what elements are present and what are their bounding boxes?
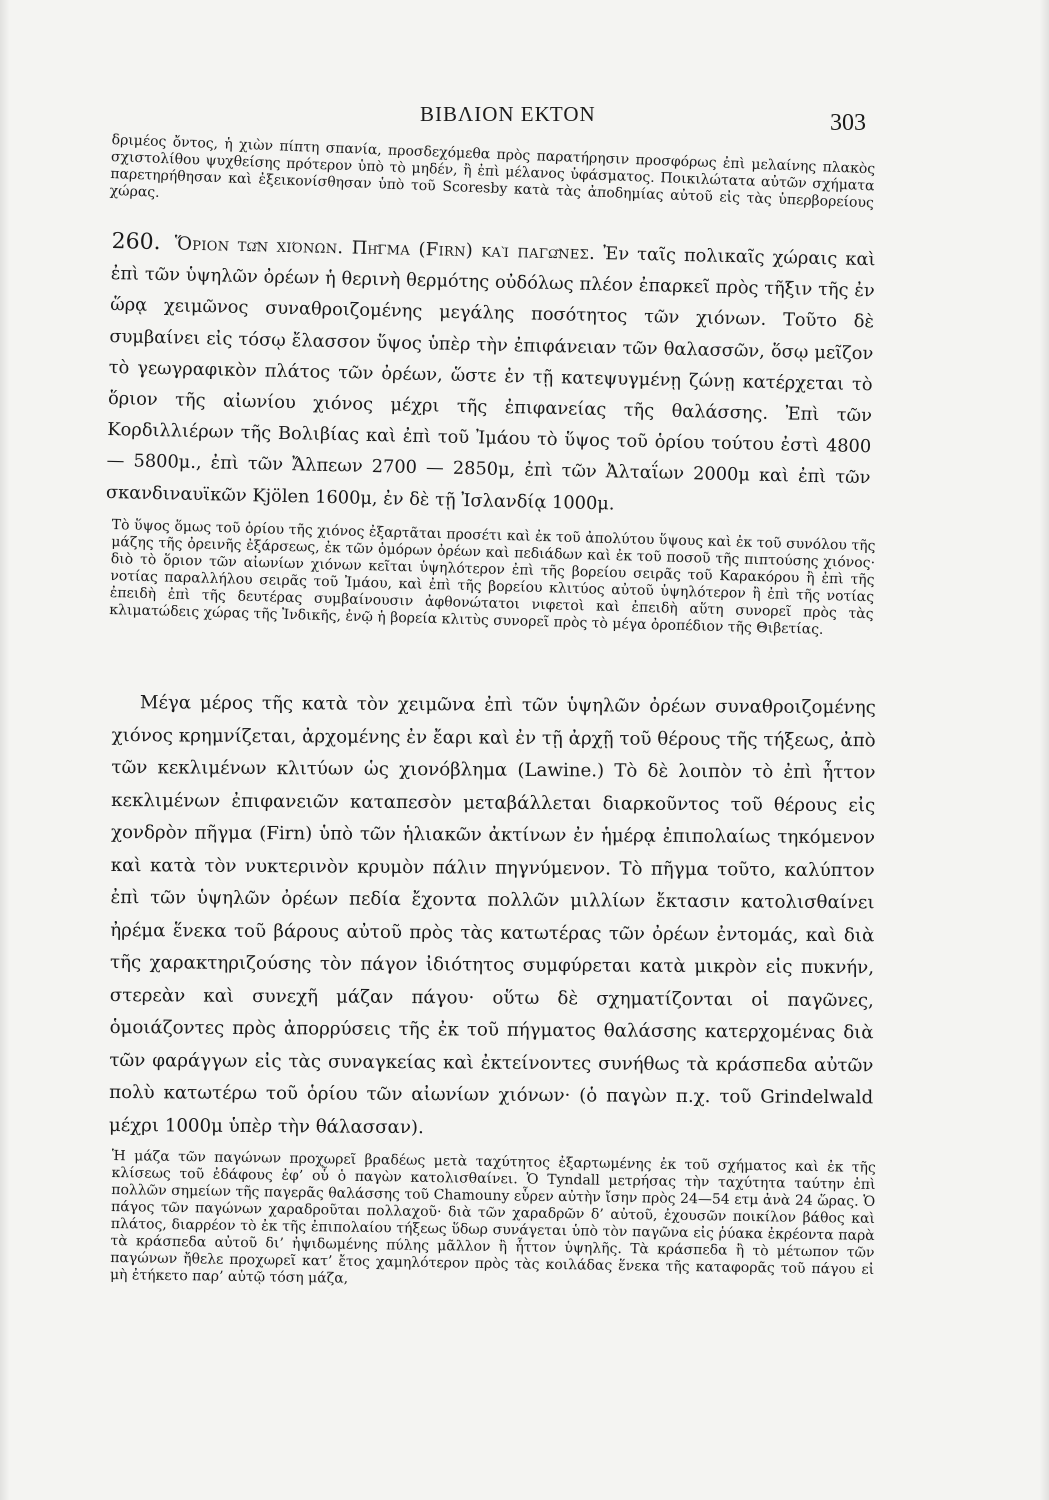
section-number: 260. xyxy=(111,228,161,256)
page-number: 303 xyxy=(830,110,866,136)
footnote-two: Ἡ μάζα τῶν παγώνων προχωρεῖ βραδέως μετὰ ταχύτητος ἐξαρτωμένης ἐκ τοῦ σχήματος καὶ ἐκ τῆς κλίσεως τοῦ ἐδάφους ἐφ’ οὗ ὁ παγὼν κατολισθαίνει. Ὁ Tyndall μετρήσας τὴν ταχύτητα ταύτην ἐπὶ πολλῶν σημείων τῆς παγερᾶς θαλάσσης τοῦ Chamouny εὗρεν αὐτὴν ἴσην πρὸς 24—54 ετμ ἀνὰ 24 ὥρας. Ὁ πάγος τῶν παγώνων χαραδροῦται πολλαχοῦ· διὰ τῶν χαραδρῶν δ’ αὐτοῦ, ἐχουσῶν ποικίλον βάθος καὶ πλάτος, διαρρέον τὸ ἐκ τῆς ἐπιπολαίου τήξεως ὕδωρ συνάγεται ὑπὸ τὸν παγῶνα εἰς ῥύακα ἐκρέοντα παρὰ τὰ κράσπεδα αὐτοῦ δι’ ἠψιδωμένης πύλης μᾶλλον ἢ ἧττον ὑψηλῆς. Τὰ κράσπεδα ἢ τὸ μέτωπον τῶν παγώνων ἤθελε προχωρεῖ κατ’ ἔτος χαμηλότερον πρὸς τὰς κοιλάδας ἕνεκα τῆς καταφορᾶς τοῦ πάγου εἰ μὴ ἐτήκετο παρ’ αὐτῷ τόση μάζα, xyxy=(109,1148,876,1287)
right-page-edge-shadow xyxy=(1039,0,1049,1500)
main-paragraph-two: Μέγα μέρος τῆς κατὰ τὸν χειμῶνα ἐπὶ τῶν ὑψηλῶν ὀρέων συναθροιζομένης χιόνος κρημνίζεται, ἀρχομένης ἐν ἔαρι καὶ ἐν τῇ ἀρχῇ τοῦ θέρους τῆς τήξεως, ἀπὸ τῶν κεκλιμένων κλιτύων ὡς χιονόβλημα (Lawine.) Τὸ δὲ λοιπὸν τὸ ἐπὶ ἧττον κεκλιμένων ἐπιφανειῶν καταπεσὸν μεταβάλλεται διαρκοῦντος τοῦ θέρους εἰς χονδρὸν πῆγμα (Firn) ὑπὸ τῶν ἡλιακῶν ἀκτίνων ἐν ἡμέρᾳ ἐπιπολαίως τηκόμενον καὶ κατὰ τὸν νυκτερινὸν κρυμὸν πάλιν πηγνύμενον. Τὸ πῆγμα τοῦτο, καλύπτον ἐπὶ τῶν ὑψηλῶν ὀρέων πεδία ἔχοντα πολλῶν μιλλίων ἔκτασιν κατολισθαίνει ἠρέμα ἕνεκα τοῦ βάρους αὐτοῦ πρὸς τὰς κατωτέρας τῶν ὀρέων ἐντομάς, καὶ διὰ τῆς χαρακτηριζούσης τὸν πάγον ἰδιότητος συμφύρεται κατὰ μικρὸν εἰς πυκνήν, στερεὰν καὶ συνεχῆ μάζαν πάγου· οὕτω δὲ σχηματίζονται οἱ παγῶνες, ὁμοιάζοντες πρὸς ἀπορρύσεις τῆς ἐκ τοῦ πήγματος θαλάσσης κατερχομένας διὰ τῶν φαράγγων εἰς τὰς συναγκείας καὶ ἐκτείνοντες συνήθως τὰ κράσπεδα αὐτῶν πολὺ κατωτέρω τοῦ ὁρίου τῶν αἰωνίων χιόνων· (ὁ παγὼν π.χ. τοῦ Grindelwald μέχρι 1000μ ὑπὲρ τὴν θάλασσαν). xyxy=(108,692,876,1138)
left-page-edge-shadow xyxy=(0,0,10,1500)
section-title: Ὅριον τῶν χιόνων. Πῆγμα (Firn) καὶ παγῶνες. xyxy=(174,233,596,264)
page-header xyxy=(0,102,1049,136)
section-260 xyxy=(106,226,876,525)
section-body: Ἐν ταῖς πολικαῖς χώραις καὶ ἐπὶ τῶν ὑψηλῶν ὀρέων ἡ θερινὴ θερμότης οὐδόλως πλέον ἐπαρκεῖ πρὸς τῆξιν τῆς ἐν ὥρᾳ χειμῶνος συναθροιζομένης μεγάλης ποσότητος τῶν χιόνων. Τοῦτο δὲ συμβαίνει εἰς τόσῳ ἔλασσον ὕψος ὑπὲρ τὴν ἐπιφάνειαν τῶν θαλασσῶν, ὅσῳ μεῖζον τὸ γεωγραφικὸν πλάτος τῶν ὀρέων, ὥστε ἐν τῇ κατεψυγμένῃ ζώνῃ κατέρχεται τὸ ὅριον τῆς αἰωνίου χιόνος μέχρι τῆς ἐπιφανείας τῆς θαλάσσης. Ἐπὶ τῶν Κορδιλλιέρων τῆς Βολιβίας καὶ ἐπὶ τοῦ Ἰμάου τὸ ὕψος τοῦ ὁρίου τούτου ἐστὶ 4800 — 5800μ., ἐπὶ τῶν Ἄλπεων 2700 — 2850μ, ἐπὶ τῶν Ἀλταΐων 2000μ καὶ ἐπὶ τῶν σκανδιναυϊκῶν Kjölen 1600μ, ἐν δὲ τῇ Ἰσλανδίᾳ 1000μ. xyxy=(105,243,876,515)
lead-paragraph: δριμέος ὄντος, ἡ χιὼν πίπτη σπανία, προσδεχόμεθα πρὸς παρατήρησιν προσφόρως ἐπὶ μελαίνης πλακὸς σχιστολίθου ψυχθείσης πρότερον ὑπὸ τὸ μηδέν, ἢ ἐπὶ μέλανος ὑφάσματος. Ποικιλώτατα αὐτῶν σχήματα παρετηρήθησαν καὶ ἐξεικονίσθησαν ὑπὸ τοῦ Scoresby κατὰ τὰς ἀποδημίας αὐτοῦ εἰς τὰς ὑπερβορείους χώρας. xyxy=(109,132,876,212)
running-title: ΒΙΒΛΙΟΝ ΕΚΤΟΝ xyxy=(420,102,596,126)
footnote-one: Τὸ ὕψος ὅμως τοῦ ὁρίου τῆς χιόνος ἐξαρτᾶται προσέτι καὶ ἐκ τοῦ ἀπολύτου ὕψους καὶ ἐκ τοῦ συνόλου τῆς μάζης τῆς ὀρεινῆς ἐξάρσεως, ἐκ τῶν ὁμόρων ὀρέων καὶ πεδιάδων καὶ ἐκ τοῦ ποσοῦ τῆς πιπτούσης χιόνος· διὸ τὸ ὅριον τῶν αἰωνίων χιόνων κεῖται ὑψηλότερον ἐπὶ τῆς βορείου σειρᾶς τοῦ Καρακόρου ἢ ἐπὶ τῆς νοτίας παραλλήλου σειρᾶς τοῦ Ἰμάου, καὶ ἐπὶ τῆς βορείου κλιτύος αὐτοῦ ὑψηλότερον ἢ ἐπὶ τῆς νοτίας ἐπειδὴ ἐπὶ τῆς δευτέρας συμβαίνουσιν ἀφθονώτατοι νιφετοὶ καὶ ἐπειδὴ αὕτη συνορεῖ πρὸς τὰς κλιματώδεις χώρας τῆς Ἰνδικῆς, ἐνῷ ἡ βορεία κλιτὺς συνορεῖ πρὸς τὸ μέγα ὀροπέδιον τῆς Θιβετίας. xyxy=(109,517,876,638)
